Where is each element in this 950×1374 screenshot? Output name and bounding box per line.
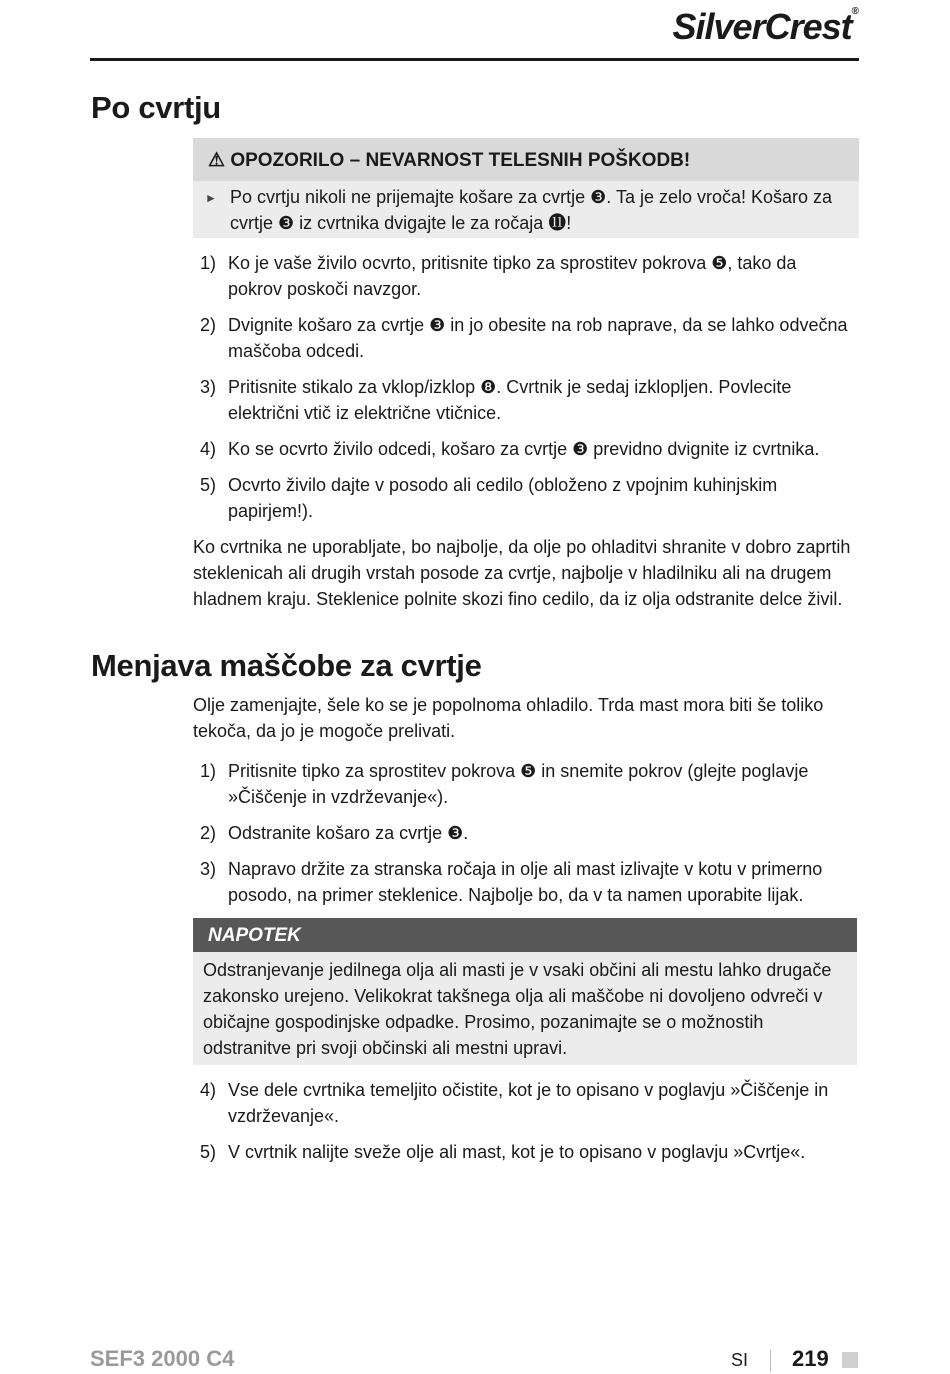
section-title-menjava: Menjava maščobe za cvrtje <box>91 648 482 683</box>
brand-logo: SilverCrest® <box>672 6 858 47</box>
footer-model: SEF3 2000 C4 <box>90 1346 235 1371</box>
warning-box <box>193 138 859 238</box>
page-number: 219 <box>792 1346 829 1371</box>
warning-text: Po cvrtju nikoli ne prijemajte košare za cvrtje ❸. Ta je zelo vroča! Košaro za cvrtje ❸ iz cvrtnika dvigajte le za ročaja ⓫! <box>230 187 833 233</box>
list-item: 1) Pritisnite tipko za sprostitev pokrova ❺ in snemite pokrov (glejte poglavje »Čiščenje in vzdrževanje«). <box>200 761 809 807</box>
section-title-po-cvrtju: Po cvrtju <box>91 90 221 125</box>
list-item: 5) V cvrtnik nalijte sveže olje ali mast, kot je to opisano v poglavju »Cvrtje«. <box>200 1142 806 1162</box>
steps-list-1 <box>200 250 855 524</box>
list-item: 2) Odstranite košaro za cvrtje ❸. <box>200 823 469 843</box>
page-content <box>0 88 950 1175</box>
bullet-arrow-icon: ► <box>205 191 217 205</box>
warning-triangle-icon: ⚠ <box>208 150 226 171</box>
list-item: 5) Ocvrto živilo dajte v posodo ali cedilo (obloženo z vpojnim kuhinjskim papirjem!). <box>200 475 778 521</box>
storage-paragraph: Ko cvrtnika ne uporabljate, bo najbolje, da olje po ohladitvi shranite v dobro zaprtih steklenicah ali drugih vrstah posode za cvrtje, najbolje v hladilniku ali na drugem hladnem kraju. Steklenice polnite skozi fino cedilo, da iz olja odstranite delce živil. <box>193 537 851 609</box>
page-marker <box>842 1352 858 1368</box>
footer-language: SI <box>731 1350 749 1370</box>
note-box <box>193 918 857 1065</box>
list-item: 1) Ko je vaše živilo ocvrto, pritisnite tipko za sprostitev pokrova ❺, tako da pokrov poskoči navzgor. <box>200 253 797 299</box>
list-item: 3) Pritisnite stikalo za vklop/izklop ❽. Cvrtnik je sedaj izklopljen. Povlecite električni vtič iz električne vtičnice. <box>200 377 792 423</box>
steps-list-2a <box>200 758 855 908</box>
intro-paragraph: Olje zamenjajte, šele ko se je popolnoma ohladilo. Trda mast mora biti še toliko tekoča, da jo je mogoče prelivati. <box>193 695 824 741</box>
note-title: NAPOTEK <box>193 918 857 952</box>
list-item: 2) Dvignite košaro za cvrtje ❸ in jo obesite na rob naprave, da se lahko odvečna maščoba odcedi. <box>200 315 848 361</box>
footer-divider <box>770 1350 771 1372</box>
header-rule <box>90 58 859 61</box>
warning-title: ⚠ OPOZORILO – NEVARNOST TELESNIH POŠKODB! <box>193 138 859 181</box>
list-item: 4) Ko se ocvrto živilo odcedi, košaro za cvrtje ❸ previdno dvignite iz cvrtnika. <box>200 439 820 459</box>
note-text: Odstranjevanje jedilnega olja ali masti je v vsaki občini ali mestu lahko drugače zakonsko urejeno. Velikokrat takšnega olja ali maščobe ni dovoljeno odvreči v običajne gospodinjske odpadke. Prosimo, pozanimajte se o možnostih odstranitve pri svoji občinski ali mestni upravi. <box>203 960 832 1058</box>
list-item: 4) Vse dele cvrtnika temeljito očistite, kot je to opisano v poglavju »Čiščenje in vzdrževanje«. <box>200 1080 829 1126</box>
steps-list-2b <box>200 1077 855 1165</box>
list-item: 3) Napravo držite za stranska ročaja in olje ali mast izlivajte v kotu v primerno posodo, na primer steklenice. Najbolje bo, da v ta namen uporabite lijak. <box>200 859 823 905</box>
